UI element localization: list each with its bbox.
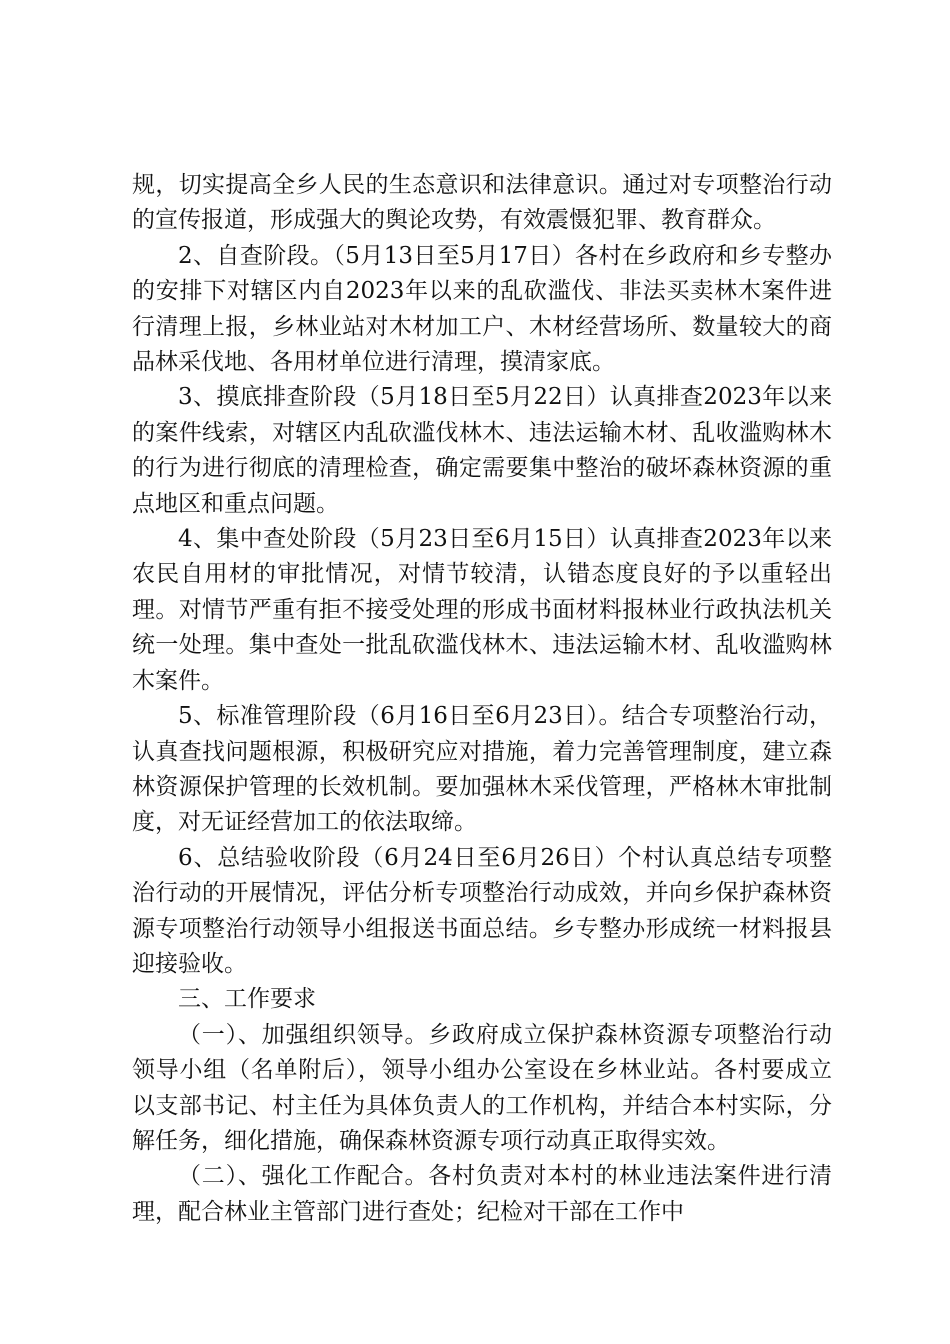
paragraph-strengthen-cooperation: （二）、强化工作配合。各村负责对本村的林业违法案件进行清理，配合林业主管部门进行查处；纪检对干部在工作中 [132, 1163, 832, 1225]
paragraph-self-check-stage: 2、自查阶段。（5月13日至5月17日）各村在乡政府和乡专整办的安排下对辖区内自2023年以来的乱砍滥伐、非法买卖林木案件进行清理上报，乡林业站对木材加工户、木材经营场所、数量较大的商品林采伐地、各用材单位进行清理，摸清家底。 [132, 242, 832, 376]
paragraph-summary-acceptance-stage: 6、总结验收阶段（6月24日至6月26日）个村认真总结专项整治行动的开展情况，评估分析专项整治行动成效，并向乡保护森林资源专项整治行动领导小组报送书面总结。乡专整办形成统一材料报县迎接验收。 [132, 844, 832, 977]
section-heading-work-requirements: 三、工作要求 [178, 986, 316, 1013]
document-page [132, 168, 832, 1230]
paragraph-investigation-stage: 3、摸底排查阶段（5月18日至5月22日）认真排查2023年以来的案件线索，对辖区内乱砍滥伐林木、违法运输木材、乱收滥购林木的行为进行彻底的清理检查，确定需要集中整治的破坏森林资源的重点地区和重点问题。 [132, 384, 832, 517]
paragraph-strengthen-leadership: （一）、加强组织领导。乡政府成立保护森林资源专项整治行动领导小组（名单附后），领导小组办公室设在乡林业站。各村要成立以支部书记、村主任为具体负责人的工作机构，并结合本村实际，分解任务，细化措施，确保森林资源专项行动真正取得实效。 [132, 1021, 832, 1154]
paragraph-continuation: 规，切实提高全乡人民的生态意识和法律意识。通过对专项整治行动的宣传报道，形成强大的舆论攻势，有效震慑犯罪、教育群众。 [132, 172, 832, 234]
paragraph-concentrated-handling-stage: 4、集中查处阶段（5月23日至6月15日）认真排查2023年以来农民自用材的审批情况，对情节较清，认错态度良好的予以重轻出理。对情节严重有拒不接受处理的形成书面材料报林业行政执法机关统一处理。集中查处一批乱砍滥伐林木、违法运输木材、乱收滥购林木案件。 [132, 526, 832, 694]
paragraph-standard-management-stage: 5、标准管理阶段（6月16日至6月23日）。结合专项整治行动，认真查找问题根源，积极研究应对措施，着力完善管理制度，建立森林资源保护管理的长效机制。要加强林木采伐管理，严格林木审批制度，对无证经营加工的依法取缔。 [132, 703, 832, 836]
